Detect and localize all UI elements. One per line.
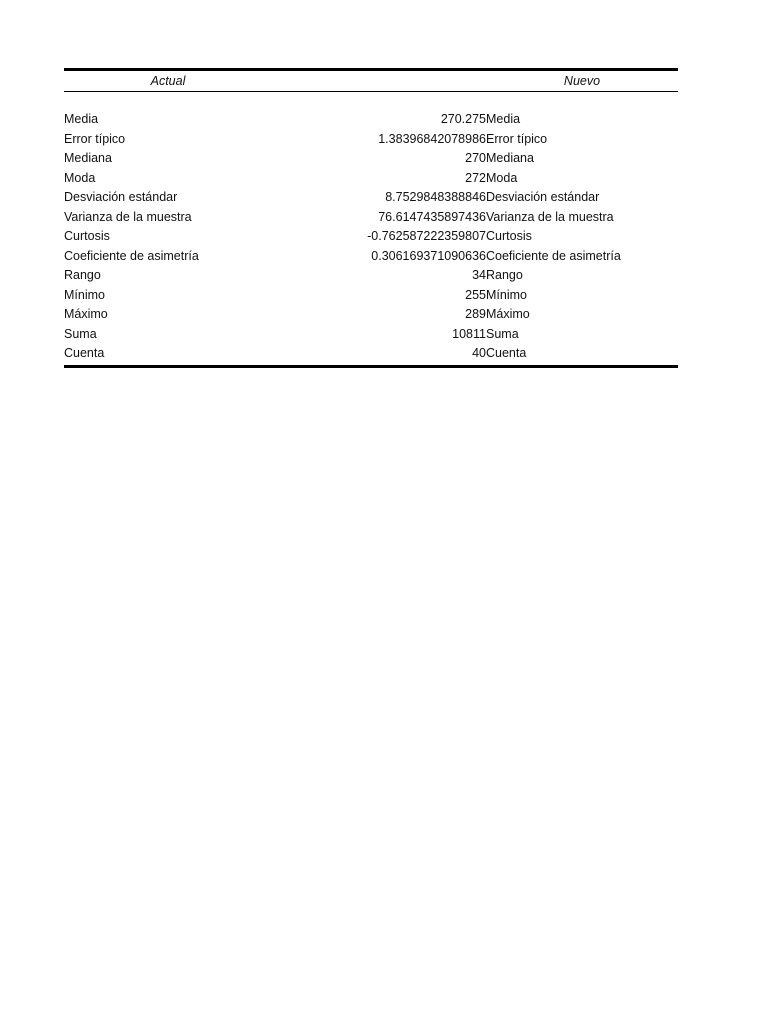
table-row (64, 149, 678, 169)
table-row (64, 188, 678, 208)
row-label-actual: Suma (64, 326, 97, 341)
table-row (64, 286, 678, 306)
row-value: 270.275 (440, 112, 486, 126)
table-row (64, 169, 678, 189)
row-label-actual: Mínimo (64, 287, 105, 302)
table-row (64, 266, 678, 286)
row-label-nuevo: Curtosis (486, 229, 532, 243)
row-label-actual: Curtosis (64, 229, 110, 243)
blank-row (64, 92, 678, 110)
row-label-nuevo: Suma (486, 326, 519, 341)
row-value: 40 (472, 346, 486, 360)
row-value: 10811 (452, 326, 486, 341)
row-value: 270 (465, 151, 486, 165)
row-label-actual: Error típico (64, 131, 126, 146)
header-actual: Actual (150, 74, 186, 88)
row-label-actual: Coeficiente de asimetría (64, 248, 199, 263)
table-row (64, 344, 678, 364)
row-label-nuevo: Error típico (486, 131, 548, 146)
row-label-nuevo: Mínimo (486, 287, 527, 302)
row-label-nuevo: Moda (486, 170, 518, 185)
row-label-nuevo: Cuenta (486, 346, 527, 360)
row-label-actual: Varianza de la muestra (64, 209, 192, 224)
row-label-actual: Moda (64, 170, 96, 185)
row-value: 34 (472, 268, 486, 282)
row-label-actual: Media (64, 112, 99, 126)
table-row (64, 110, 678, 130)
row-value: 76.6147435897436 (378, 209, 486, 224)
row-label-nuevo: Mediana (486, 151, 534, 165)
table-row (64, 227, 678, 247)
row-label-actual: Mediana (64, 151, 112, 165)
table-row (64, 130, 678, 150)
table-body (64, 110, 678, 365)
header-nuevo: Nuevo (563, 74, 601, 88)
bottom-border (64, 365, 678, 368)
table-row (64, 208, 678, 228)
row-label-actual: Rango (64, 268, 101, 282)
statistics-table (64, 68, 678, 368)
table-header (64, 71, 678, 91)
row-label-actual: Máximo (64, 307, 108, 321)
row-label-actual: Cuenta (64, 346, 105, 360)
row-label-nuevo: Máximo (486, 307, 530, 321)
row-value: 0.306169371090636 (371, 248, 486, 263)
table-row (64, 325, 678, 345)
row-value: -0.762587222359807 (367, 229, 486, 243)
row-label-nuevo: Media (486, 112, 521, 126)
row-value: 272 (465, 170, 486, 185)
row-value: 289 (465, 307, 486, 321)
row-label-nuevo: Coeficiente de asimetría (486, 248, 621, 263)
table-row (64, 305, 678, 325)
table-row (64, 247, 678, 267)
row-label-actual: Desviación estándar (64, 190, 178, 204)
row-label-nuevo: Varianza de la muestra (486, 209, 614, 224)
row-label-nuevo: Rango (486, 268, 523, 282)
row-value: 1.38396842078986 (378, 131, 486, 146)
row-value: 8.7529848388846 (385, 190, 486, 204)
row-label-nuevo: Desviación estándar (486, 190, 600, 204)
row-value: 255 (465, 287, 486, 302)
